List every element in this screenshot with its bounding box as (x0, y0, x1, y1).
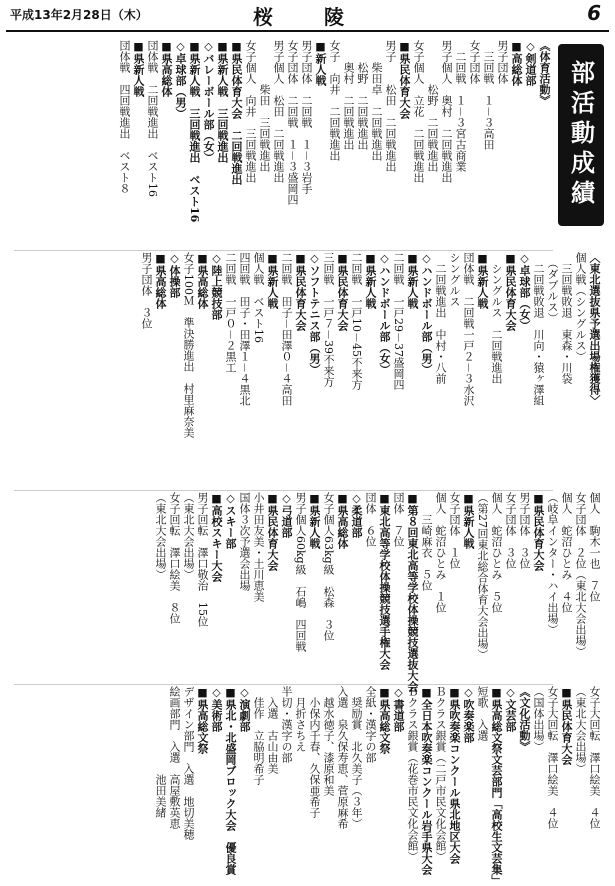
result-line: 小井田友美・土川恵美 (252, 492, 265, 602)
result-line: ◇体操部 (168, 252, 181, 298)
tier-divider (14, 684, 553, 685)
result-line: ■県高総体 (336, 492, 349, 549)
result-line: 女子100Ｍ 準決勝進出 村里麻奈美 (182, 252, 195, 438)
result-line: 男子 松田 二回戦進出 (384, 40, 397, 172)
result-line: 男子団体 (496, 40, 509, 84)
result-line: ◇ハンドボール部（男） (420, 252, 433, 375)
results-tier-4 (153, 686, 601, 886)
result-line: 絵画部門 入選 高屋敷英恵 (168, 686, 181, 829)
result-line: 個人 蛇沼ひとみ ５位 (490, 492, 503, 613)
result-line: （岐阜インター・ハイ出場） (546, 492, 559, 635)
result-line: 団体 ７位 (392, 492, 405, 547)
result-line: ■県民体育大会 (504, 252, 517, 331)
result-line: ■県民体育大会 (294, 252, 307, 331)
result-line: 奥村 二回戦進出 (342, 40, 355, 150)
result-line: シングルス (448, 252, 461, 307)
result-line: ◇書道部 (392, 686, 405, 732)
result-line: 男子個人60kg級 石嶋 四回戦 (294, 492, 307, 652)
page-number: 6 (587, 1, 601, 25)
result-line: ■県北・北盛岡ブロック大会 優良賞 (224, 686, 237, 875)
result-line: ■第８回東北高等学校体操競技選抜大会 (406, 492, 419, 692)
result-line: ◇吹奏楽部 (462, 686, 475, 743)
result-line: ■県新人戦 (476, 252, 489, 309)
result-line: （第27回東北総合体育大会出場） (476, 492, 489, 660)
result-line: シングルス 二回戦進出 (490, 252, 503, 384)
results-tier-3 (153, 492, 601, 692)
result-line: 女子団体 ２位（東北大会出場） (574, 492, 587, 657)
result-line: ■高総体 (510, 40, 523, 86)
result-line: 《文化活動》 (518, 686, 531, 752)
result-line: ■新人戦 (314, 40, 327, 86)
result-line: ■高校スキー大会 (210, 492, 223, 582)
result-line: ◇ソフトテニス部（男） (308, 252, 321, 375)
result-line: 女子大回転 澤口絵美 ４位 (546, 686, 559, 829)
result-line: 男子回転 澤口敬治 15位 (196, 492, 209, 627)
result-line: 女子個人63kg級 松森 ３位 (322, 492, 335, 641)
result-line: ■県民体育大会 (560, 686, 573, 765)
result-line: ■県高総文祭 (378, 686, 391, 754)
result-line: 団体戦 二回戦進出 ベスト16 (146, 40, 159, 197)
result-line: 池田美緒 (154, 686, 167, 818)
header-rule (6, 30, 609, 32)
result-line: 二回戦 一戸10－45不来方 (350, 252, 363, 390)
result-line: ◇バレーボール部（女） (202, 40, 215, 163)
results-tier-1 (117, 40, 551, 252)
result-line: 団体 ６位 (364, 492, 377, 547)
result-line: 二回戦 一戸29－37盛岡四 (392, 252, 405, 390)
result-line: 《体育活動》 (538, 40, 551, 106)
result-line: ■県民体育大会 (532, 492, 545, 571)
result-line: ■県民体育大会 二回戦進出 (230, 40, 243, 185)
result-line: 女子 向井 二回戦進出 (328, 40, 341, 161)
result-line: 佳作 立脇明希子 (252, 686, 265, 785)
result-line: ◇柔道部 (350, 492, 363, 538)
result-line: 二回戦 田子－田澤０－４高田 (280, 252, 293, 406)
result-line: ◇卓球部（男） (174, 40, 187, 119)
result-line: 入選 古山由美 (266, 686, 279, 774)
results-tier-2 (139, 252, 601, 488)
result-line: ■県民体育大会 (398, 40, 411, 119)
result-line: ■県新人戦 (308, 492, 321, 549)
result-line: （ダブルス） (546, 252, 559, 324)
result-line: 二回戦 一戸０－２黒工 (224, 252, 237, 373)
result-line: ◇ハンドボール部（女） (378, 252, 391, 375)
result-line: 松野 二回戦進出 (356, 40, 369, 150)
result-line: ■県新人戦 三回戦進出 (216, 40, 229, 163)
result-line: ■全日本吹奏楽コンクール岩手県大会 (420, 686, 433, 875)
result-line: 松野 二回戦進出 (426, 40, 439, 172)
result-line: ■県高総体 (154, 252, 167, 309)
result-line: ■県民体育大会 (336, 252, 349, 331)
result-line: 越水徳子、漆原和美 (322, 686, 335, 796)
result-line: 二回戦進出 中村・八前 (434, 252, 447, 384)
result-line: ■県新人戦 (406, 252, 419, 309)
result-line: ■県吹奏楽コンクール県北地区大会 (448, 686, 461, 864)
tier-divider (14, 490, 553, 491)
result-line: ■県新人戦 三回戦進出 ベスト16 (188, 40, 201, 223)
result-line: 柴田卓 二回戦進出 (370, 40, 383, 161)
result-line: 女子団体 ３位 (504, 492, 517, 569)
result-line: ◇演劇部 (238, 686, 251, 732)
result-line: 三回戦敗退 東森・川袋 (560, 252, 573, 384)
result-line: 三回戦 一戸７－39不来方 (322, 252, 335, 387)
result-line: Ｂクラス銀賞（二戸市民文化会館） (434, 686, 447, 862)
issue-date: 平成13年2月28日（木） (10, 8, 148, 22)
result-line: ■県高総体 (196, 252, 209, 309)
result-line: （東北大会出場） (574, 686, 587, 774)
result-line: 全紙・漢字の部 (364, 686, 377, 763)
result-line: 二回戦敗退 川向・猿ヶ澤組 (532, 252, 545, 406)
result-line: 小保内千春、久保亜希子 (308, 686, 321, 818)
result-line: 団体戦 二回戦一戸２－３水沢 (462, 252, 475, 406)
section-banner: 部活動成績 (558, 44, 604, 226)
result-line: 女子個人 向井 三回戦進出 (244, 40, 257, 183)
result-line: ■県高総体 (160, 40, 173, 97)
result-line: 女子大回転 澤口絵美 ４位 (588, 686, 601, 829)
result-line: ■東北高等学校体操競技選手権大会 (378, 492, 391, 670)
result-line: ◇文芸部 (504, 686, 517, 732)
result-line: （国体出場） (532, 686, 545, 752)
result-line: 半切・漢字の部 (280, 686, 293, 763)
result-line: （東北大会出場） (154, 492, 167, 580)
result-line: ■県高総文祭 (196, 686, 209, 754)
result-line: 男子団体 二回戦 １－３岩手 (300, 40, 313, 194)
result-line: 女子個人 立花 二回戦進出 (412, 40, 425, 183)
result-line: ◇陸上競技部 (210, 252, 223, 320)
result-line: ◇美術部 (210, 686, 223, 732)
result-line: 〈東北選抜県予選出場権獲得〉 (588, 252, 601, 406)
result-line: 女子回転 澤口絵美 ８位 (168, 492, 181, 624)
result-line: ■県民体育大会 (266, 492, 279, 571)
result-line: ■県高総文祭文芸部門「高校生文芸集」 (490, 686, 503, 886)
result-line: 団体戦 四回戦進出 ベスト８ (118, 40, 131, 194)
result-line: ◇スキー部 (224, 492, 237, 549)
result-line: 三崎麻衣 ５位 (420, 492, 433, 591)
result-line: 奨励賞 北久美子（３年） (350, 686, 363, 829)
result-line: 四回戦 田子・田澤１－４黒北 (238, 252, 251, 406)
result-line: 短歌 入選 (476, 686, 489, 741)
result-line: デザイン部門 入選 地切美穂 (182, 686, 195, 840)
result-line: 個人戦（シングルス） (574, 252, 587, 362)
result-line: 女子団体 １位 (448, 492, 461, 569)
result-line: 個人 蛇沼ひとみ ４位 (560, 492, 573, 613)
result-line: 男子個人 奥村 二回戦進出 (440, 40, 453, 183)
result-line: ■県新人戦 (462, 492, 475, 549)
result-line: 国体３次予選会出場 (238, 492, 251, 591)
result-line: 個人 駒木一也 ７位 (588, 492, 601, 602)
result-line: ◇剣道部 (524, 40, 537, 86)
result-line: 男子個人 松田 二回戦進出 (272, 40, 285, 183)
result-line: ■県新人戦 (132, 40, 145, 97)
result-line: 男子団体 ３位 (140, 252, 153, 329)
result-line: 個人 蛇沼ひとみ １位 (434, 492, 447, 613)
result-line: 女子団体 (468, 40, 481, 84)
result-line: 入選 泉久保寿恵、菅原麻希 (336, 686, 349, 829)
result-line: 二回戦 １－３宮古商業 (454, 40, 467, 172)
result-line: （東北大会出場） (182, 492, 195, 580)
result-line: Ｂクラス銀賞（花巻市民文化会館） (406, 686, 419, 862)
result-line: 月折さちえ (294, 686, 307, 752)
result-line: 女子団体 二回戦 １－３盛岡四 (286, 40, 299, 205)
result-line: 三回戦 １－３高田 (482, 40, 495, 150)
result-line: ■県新人戦 (364, 252, 377, 309)
result-line: ◇卓球部（女） (518, 252, 531, 331)
result-line: 個人戦 ベスト16 (252, 252, 265, 343)
result-line: 柴田 三回戦進出 (258, 40, 271, 172)
result-line: 男子団体 ３位 (518, 492, 531, 569)
newspaper-title: 桜 陵 (253, 5, 366, 29)
result-line: ◇弓道部 (280, 492, 293, 538)
result-line: ■県新人戦 (266, 252, 279, 309)
